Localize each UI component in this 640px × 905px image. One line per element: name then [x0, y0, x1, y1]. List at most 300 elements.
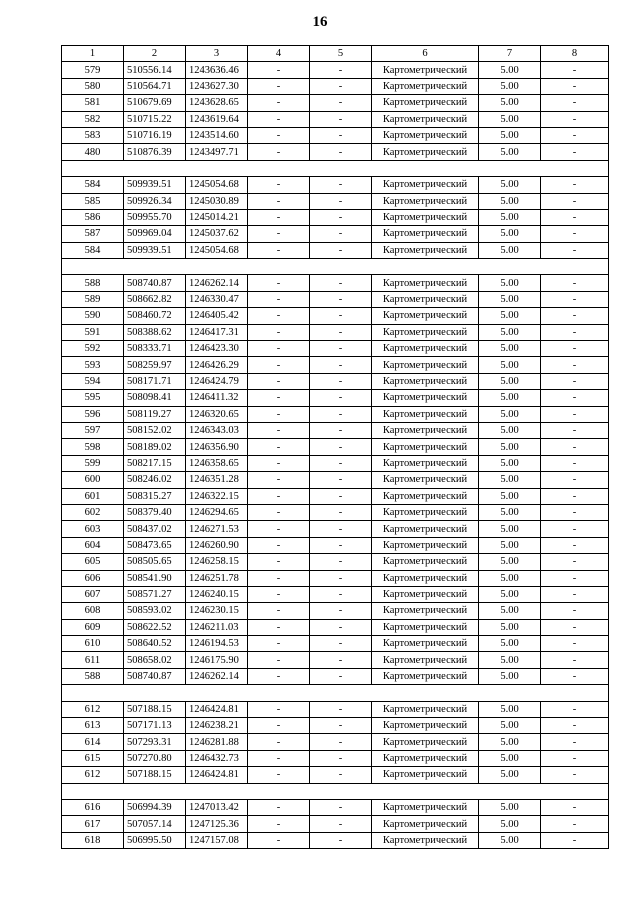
table-cell: 5.00 — [479, 226, 541, 242]
table-cell: 508246.02 — [124, 472, 186, 488]
table-cell: - — [310, 291, 372, 307]
table-cell: - — [310, 341, 372, 357]
table-cell: 508152.02 — [124, 422, 186, 438]
table-cell: 1243627.30 — [186, 78, 248, 94]
table-cell: 508437.02 — [124, 521, 186, 537]
table-row — [62, 718, 609, 734]
table-cell: - — [310, 701, 372, 717]
table-row — [62, 586, 609, 602]
table-cell: - — [541, 636, 609, 652]
table-cell: 1246358.65 — [186, 455, 248, 471]
table-cell: 613 — [62, 718, 124, 734]
table-cell: 611 — [62, 652, 124, 668]
table-cell: 509955.70 — [124, 209, 186, 225]
table-cell: Картометрический — [372, 636, 479, 652]
table-cell: - — [310, 111, 372, 127]
table-cell: Картометрический — [372, 291, 479, 307]
table-cell: - — [248, 226, 310, 242]
table-cell: - — [541, 750, 609, 766]
table-cell: - — [310, 521, 372, 537]
table-cell: - — [310, 799, 372, 815]
table-cell: 507270.80 — [124, 750, 186, 766]
table-cell: Картометрический — [372, 799, 479, 815]
column-header: 5 — [310, 46, 372, 62]
table-row — [62, 324, 609, 340]
table-cell: 587 — [62, 226, 124, 242]
table-cell: 1246294.65 — [186, 504, 248, 520]
table-cell: - — [541, 177, 609, 193]
table-cell: Картометрический — [372, 144, 479, 160]
column-header: 1 — [62, 46, 124, 62]
table-cell: - — [310, 832, 372, 848]
table-cell: 1247157.08 — [186, 832, 248, 848]
table-cell: Картометрический — [372, 209, 479, 225]
table-cell: Картометрический — [372, 554, 479, 570]
table-cell: - — [248, 832, 310, 848]
table-cell: Картометрический — [372, 390, 479, 406]
table-cell: - — [248, 701, 310, 717]
table-cell: Картометрический — [372, 488, 479, 504]
table-row — [62, 521, 609, 537]
table-cell: 506994.39 — [124, 799, 186, 815]
table-cell: Картометрический — [372, 226, 479, 242]
table-separator-row — [62, 259, 609, 275]
table-cell: 1243636.46 — [186, 62, 248, 78]
table-header-row — [62, 46, 609, 62]
table-cell: - — [310, 406, 372, 422]
table-cell: - — [310, 95, 372, 111]
table-row — [62, 537, 609, 553]
column-header: 6 — [372, 46, 479, 62]
column-header: 4 — [248, 46, 310, 62]
table-cell: 1246356.90 — [186, 439, 248, 455]
table-cell: 598 — [62, 439, 124, 455]
table-cell: 5.00 — [479, 127, 541, 143]
table-row — [62, 799, 609, 815]
table-cell: 510716.19 — [124, 127, 186, 143]
table-cell: 584 — [62, 242, 124, 258]
table-cell: 1246424.81 — [186, 701, 248, 717]
table-cell: 580 — [62, 78, 124, 94]
table-cell: 5.00 — [479, 816, 541, 832]
table-row — [62, 193, 609, 209]
table-cell: - — [310, 472, 372, 488]
table-cell: 5.00 — [479, 455, 541, 471]
table-cell: 5.00 — [479, 373, 541, 389]
table-cell: - — [248, 177, 310, 193]
table-separator-row — [62, 783, 609, 799]
table-row — [62, 668, 609, 684]
table-cell: - — [310, 652, 372, 668]
table-cell: - — [248, 291, 310, 307]
table-cell: 508217.15 — [124, 455, 186, 471]
table-cell: 1246424.79 — [186, 373, 248, 389]
table-cell: 5.00 — [479, 439, 541, 455]
table-cell: 579 — [62, 62, 124, 78]
table-cell: - — [248, 422, 310, 438]
table-cell: 5.00 — [479, 537, 541, 553]
table-cell: 510556.14 — [124, 62, 186, 78]
table-cell: - — [541, 521, 609, 537]
table-cell: 5.00 — [479, 521, 541, 537]
table-row — [62, 177, 609, 193]
table-cell: 612 — [62, 701, 124, 717]
table-cell: - — [541, 193, 609, 209]
table-cell: 599 — [62, 455, 124, 471]
table-row — [62, 275, 609, 291]
table-cell: 508379.40 — [124, 504, 186, 520]
table-cell: 595 — [62, 390, 124, 406]
table-row — [62, 750, 609, 766]
table-cell: - — [310, 324, 372, 340]
table-cell: Картометрический — [372, 177, 479, 193]
table-cell: - — [248, 652, 310, 668]
table-cell: 508333.71 — [124, 341, 186, 357]
table-cell: 588 — [62, 275, 124, 291]
table-row — [62, 832, 609, 848]
table-cell: - — [310, 78, 372, 94]
table-cell: - — [248, 308, 310, 324]
table-cell: 1246426.29 — [186, 357, 248, 373]
table-cell: - — [248, 718, 310, 734]
table-row — [62, 111, 609, 127]
table-cell: Картометрический — [372, 62, 479, 78]
table-cell: 616 — [62, 799, 124, 815]
table-row — [62, 62, 609, 78]
page-number: 16 — [312, 14, 328, 30]
table-cell: 508541.90 — [124, 570, 186, 586]
table-cell: - — [248, 406, 310, 422]
table-cell: 600 — [62, 472, 124, 488]
table-cell: - — [248, 373, 310, 389]
table-cell: 508171.71 — [124, 373, 186, 389]
table-cell: 585 — [62, 193, 124, 209]
table-cell: - — [248, 603, 310, 619]
table-cell: 5.00 — [479, 636, 541, 652]
table-cell: 1243497.71 — [186, 144, 248, 160]
table-cell: 507188.15 — [124, 701, 186, 717]
table-cell: 5.00 — [479, 767, 541, 783]
table-cell: Картометрический — [372, 242, 479, 258]
table-cell: - — [248, 127, 310, 143]
table-cell: 5.00 — [479, 324, 541, 340]
table-cell: Картометрический — [372, 78, 479, 94]
table-cell: 1246260.90 — [186, 537, 248, 553]
table-cell: 508460.72 — [124, 308, 186, 324]
table-row — [62, 472, 609, 488]
table-cell: 5.00 — [479, 357, 541, 373]
table-cell: 604 — [62, 537, 124, 553]
table-cell: - — [541, 127, 609, 143]
table-cell: - — [248, 144, 310, 160]
table-cell: 596 — [62, 406, 124, 422]
table-cell: - — [541, 308, 609, 324]
table-cell: 589 — [62, 291, 124, 307]
table-cell: 508593.02 — [124, 603, 186, 619]
table-cell: 612 — [62, 767, 124, 783]
table-cell: - — [310, 422, 372, 438]
table-cell: 508622.52 — [124, 619, 186, 635]
table-cell: Картометрический — [372, 521, 479, 537]
table-cell: 5.00 — [479, 95, 541, 111]
table-row — [62, 291, 609, 307]
table-cell: Картометрический — [372, 324, 479, 340]
table-row — [62, 95, 609, 111]
table-row — [62, 652, 609, 668]
table-cell: 592 — [62, 341, 124, 357]
table-cell: 583 — [62, 127, 124, 143]
column-header: 2 — [124, 46, 186, 62]
table-cell: Картометрический — [372, 455, 479, 471]
table-cell: - — [310, 62, 372, 78]
table-row — [62, 422, 609, 438]
table-cell: - — [541, 406, 609, 422]
table-cell: 1246351.28 — [186, 472, 248, 488]
table-cell: - — [310, 734, 372, 750]
table-cell: Картометрический — [372, 95, 479, 111]
table-cell: 1246211.03 — [186, 619, 248, 635]
table-cell: Картометрический — [372, 816, 479, 832]
table-cell: - — [310, 488, 372, 504]
table-cell: Картометрический — [372, 439, 479, 455]
table-cell: - — [541, 111, 609, 127]
table-cell: - — [310, 177, 372, 193]
table-cell: 508315.27 — [124, 488, 186, 504]
table-cell: Картометрический — [372, 668, 479, 684]
table-cell: 509926.34 — [124, 193, 186, 209]
table-cell: 605 — [62, 554, 124, 570]
table-cell: 508740.87 — [124, 668, 186, 684]
table-row — [62, 816, 609, 832]
table-cell: 1246411.32 — [186, 390, 248, 406]
table-cell: - — [248, 455, 310, 471]
table-cell: - — [541, 209, 609, 225]
table-cell: 1246194.53 — [186, 636, 248, 652]
table-cell: - — [310, 586, 372, 602]
table-row — [62, 603, 609, 619]
table-cell: Картометрический — [372, 718, 479, 734]
table-cell: 508740.87 — [124, 275, 186, 291]
table-cell: 5.00 — [479, 504, 541, 520]
table-cell: 1245037.62 — [186, 226, 248, 242]
table-cell: - — [248, 193, 310, 209]
table-cell: 1246424.81 — [186, 767, 248, 783]
table-cell: - — [541, 78, 609, 94]
table-cell: 1245054.68 — [186, 177, 248, 193]
table-cell: 5.00 — [479, 750, 541, 766]
table-cell: 509939.51 — [124, 177, 186, 193]
table-cell: - — [541, 357, 609, 373]
table-cell: 5.00 — [479, 701, 541, 717]
table-row — [62, 373, 609, 389]
table-cell: 5.00 — [479, 275, 541, 291]
table-cell: 508505.65 — [124, 554, 186, 570]
table-row — [62, 78, 609, 94]
table-cell: 1246251.78 — [186, 570, 248, 586]
table-cell: 1246238.21 — [186, 718, 248, 734]
table-cell: 1246230.15 — [186, 603, 248, 619]
table-cell: 1246343.03 — [186, 422, 248, 438]
table-cell: 1247125.36 — [186, 816, 248, 832]
table-cell: - — [248, 78, 310, 94]
table-cell: 508571.27 — [124, 586, 186, 602]
table-cell: 5.00 — [479, 586, 541, 602]
table-cell: Картометрический — [372, 750, 479, 766]
column-header: 8 — [541, 46, 609, 62]
table-cell: - — [248, 636, 310, 652]
table-cell: 614 — [62, 734, 124, 750]
table-cell: - — [541, 799, 609, 815]
table-cell: Картометрический — [372, 275, 479, 291]
table-cell: Картометрический — [372, 586, 479, 602]
table-cell: - — [310, 242, 372, 258]
table-cell: - — [310, 226, 372, 242]
table-cell: 5.00 — [479, 570, 541, 586]
table-row — [62, 242, 609, 258]
table-cell: 5.00 — [479, 668, 541, 684]
table-cell: 510715.22 — [124, 111, 186, 127]
table-cell: - — [541, 668, 609, 684]
table-cell: Картометрический — [372, 406, 479, 422]
table-cell: - — [541, 701, 609, 717]
table-cell: - — [248, 341, 310, 357]
table-cell: - — [310, 603, 372, 619]
table-cell: 581 — [62, 95, 124, 111]
table-row — [62, 636, 609, 652]
table-cell: Картометрический — [372, 832, 479, 848]
table-separator-row — [62, 685, 609, 701]
table-separator-row — [62, 160, 609, 176]
table-cell: - — [248, 439, 310, 455]
table-cell: 1246258.15 — [186, 554, 248, 570]
table-cell: Картометрический — [372, 504, 479, 520]
table-cell: 1246405.42 — [186, 308, 248, 324]
table-cell: 1247013.42 — [186, 799, 248, 815]
table-cell: - — [248, 816, 310, 832]
table-cell: Картометрический — [372, 570, 479, 586]
table-cell: - — [541, 537, 609, 553]
table-row — [62, 619, 609, 635]
table-cell: 1246322.15 — [186, 488, 248, 504]
empty-cell — [62, 783, 609, 799]
table-cell: 588 — [62, 668, 124, 684]
table-cell: 601 — [62, 488, 124, 504]
table-cell: 597 — [62, 422, 124, 438]
table-cell: - — [248, 767, 310, 783]
table-row — [62, 390, 609, 406]
table-cell: Картометрический — [372, 767, 479, 783]
table-cell: 607 — [62, 586, 124, 602]
table-cell: 1246432.73 — [186, 750, 248, 766]
table-cell: 508098.41 — [124, 390, 186, 406]
table-cell: 617 — [62, 816, 124, 832]
table-cell: 5.00 — [479, 291, 541, 307]
table-cell: - — [310, 750, 372, 766]
coordinates-table — [61, 45, 609, 849]
table-cell: - — [541, 324, 609, 340]
table-cell: - — [310, 193, 372, 209]
table-cell: - — [310, 144, 372, 160]
table-cell: Картометрический — [372, 341, 479, 357]
table-cell: 507057.14 — [124, 816, 186, 832]
table-cell: 508119.27 — [124, 406, 186, 422]
table-cell: Картометрический — [372, 308, 479, 324]
table-cell: - — [310, 373, 372, 389]
table-cell: 507171.13 — [124, 718, 186, 734]
table-cell: 508640.52 — [124, 636, 186, 652]
table-cell: - — [541, 504, 609, 520]
table-cell: 1246240.15 — [186, 586, 248, 602]
table-cell: 1246175.90 — [186, 652, 248, 668]
table-cell: - — [541, 242, 609, 258]
table-cell: 5.00 — [479, 488, 541, 504]
table-cell: - — [248, 62, 310, 78]
table-cell: 1246320.65 — [186, 406, 248, 422]
table-cell: Картометрический — [372, 652, 479, 668]
table-body — [62, 62, 609, 849]
table-cell: 5.00 — [479, 619, 541, 635]
table-cell: 610 — [62, 636, 124, 652]
table-cell: - — [248, 570, 310, 586]
table-cell: - — [248, 472, 310, 488]
table-cell: 5.00 — [479, 799, 541, 815]
table-cell: 5.00 — [479, 341, 541, 357]
table-row — [62, 504, 609, 520]
table-cell: - — [248, 357, 310, 373]
table-cell: - — [248, 504, 310, 520]
table-row — [62, 570, 609, 586]
table-cell: - — [248, 390, 310, 406]
table-row — [62, 308, 609, 324]
table-cell: - — [541, 390, 609, 406]
table-cell: - — [310, 308, 372, 324]
table-cell: 615 — [62, 750, 124, 766]
table-cell: 584 — [62, 177, 124, 193]
table-row — [62, 554, 609, 570]
table-row — [62, 127, 609, 143]
table-cell: 509939.51 — [124, 242, 186, 258]
table-cell: - — [541, 652, 609, 668]
table-cell: - — [248, 242, 310, 258]
table-cell: - — [310, 537, 372, 553]
table-cell: - — [248, 668, 310, 684]
table-cell: 5.00 — [479, 832, 541, 848]
table-cell: 5.00 — [479, 554, 541, 570]
table-cell: - — [541, 275, 609, 291]
table-cell: 480 — [62, 144, 124, 160]
table-cell: 508662.82 — [124, 291, 186, 307]
table-cell: 5.00 — [479, 209, 541, 225]
table-cell: - — [248, 537, 310, 553]
table-cell: 594 — [62, 373, 124, 389]
table-cell: 5.00 — [479, 734, 541, 750]
table-row — [62, 439, 609, 455]
table-cell: - — [541, 95, 609, 111]
table-cell: - — [310, 127, 372, 143]
table-cell: 1245030.89 — [186, 193, 248, 209]
table-cell: - — [541, 422, 609, 438]
table-cell: 508388.62 — [124, 324, 186, 340]
table-cell: 510679.69 — [124, 95, 186, 111]
table-cell: 1243619.64 — [186, 111, 248, 127]
table-cell: 5.00 — [479, 144, 541, 160]
table-cell: 1245054.68 — [186, 242, 248, 258]
table-cell: 5.00 — [479, 390, 541, 406]
table-cell: 618 — [62, 832, 124, 848]
table-cell: - — [248, 488, 310, 504]
table-cell: 1245014.21 — [186, 209, 248, 225]
table-cell: - — [310, 439, 372, 455]
